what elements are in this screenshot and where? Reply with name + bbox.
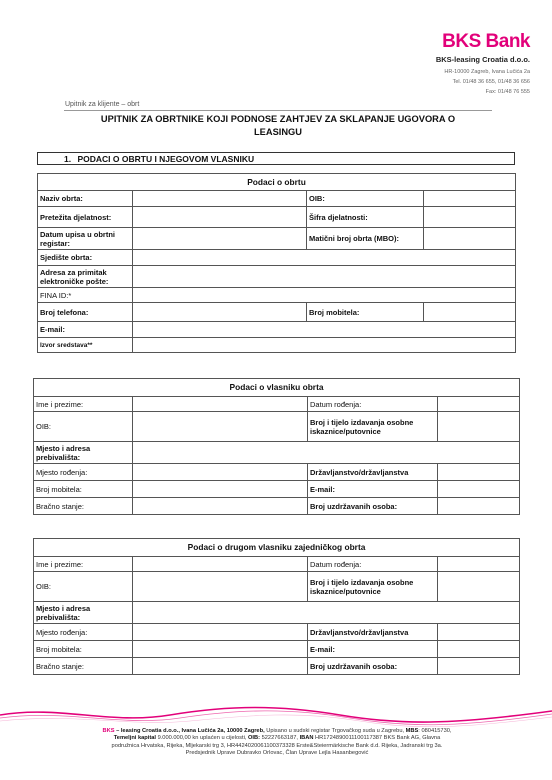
footer-wave-decoration bbox=[0, 703, 552, 727]
footer-register: Upisano u sudski registar Trgovačkog suda u Zagrebu, bbox=[266, 728, 406, 734]
label-datum-rodjenja-2: Datum rođenja: bbox=[308, 557, 438, 572]
company-fax: Fax: 01/48 76 555 bbox=[485, 89, 530, 95]
label-mjesto-rodjenja: Mjesto rođenja: bbox=[34, 464, 133, 481]
label-email-obrta: E-mail: bbox=[38, 322, 133, 338]
label-broj-telefona: Broj telefona: bbox=[38, 303, 133, 322]
footer-oib: 52227663187, bbox=[260, 735, 300, 742]
field-naziv-obrta[interactable] bbox=[133, 191, 307, 207]
divider bbox=[64, 110, 492, 111]
field-sifra-djelatnosti[interactable] bbox=[424, 207, 516, 228]
field-mjesto-adresa-prebivalista-2[interactable] bbox=[133, 602, 520, 624]
label-osobna-iskaznica-2: Broj i tijelo izdavanja osobne iskaznice/putovnice bbox=[308, 572, 438, 602]
vlasnik-table-header: Podaci o vlasniku obrta bbox=[34, 379, 520, 397]
field-email-vlasnika[interactable] bbox=[438, 481, 520, 498]
label-sjediste: Sjedište obrta: bbox=[38, 250, 133, 266]
label-sifra-djelatnosti: Šifra djelatnosti: bbox=[307, 207, 424, 228]
field-broj-mobitela[interactable] bbox=[424, 303, 516, 322]
footer-brand: BKS bbox=[102, 728, 115, 734]
label-ime-prezime-2: Ime i prezime: bbox=[34, 557, 133, 572]
field-email-obrta[interactable] bbox=[133, 322, 516, 338]
footer-oib-label: OIB: bbox=[248, 735, 261, 742]
footer-capital: 9.000.000,00 kn uplaćen u cijelosti, bbox=[155, 735, 248, 742]
drugi-vlasnik-table bbox=[33, 538, 520, 675]
bks-bank-logo: BKS Bank bbox=[442, 31, 530, 52]
label-datum-upisa: Datum upisa u obrtni registar: bbox=[38, 228, 133, 250]
label-maticni-broj: Matični broj obrta (MBO): bbox=[307, 228, 424, 250]
label-fina-id: FINA ID:* bbox=[38, 288, 133, 303]
field-drzavljanstvo[interactable] bbox=[438, 464, 520, 481]
footer-capital-label: Temeljni kapital bbox=[113, 735, 156, 742]
drugi-vlasnik-table-header: Podaci o drugom vlasniku zajedničkog obrta bbox=[34, 539, 520, 557]
document-label: Upitnik za klijente – obrt bbox=[65, 101, 140, 108]
field-bracno-stanje-2[interactable] bbox=[133, 658, 308, 675]
label-broj-mobitela-2: Broj mobitela: bbox=[34, 641, 133, 658]
field-mjesto-adresa-prebivalista[interactable] bbox=[133, 442, 520, 464]
field-datum-rodjenja[interactable] bbox=[438, 397, 520, 412]
vlasnik-table bbox=[33, 378, 520, 515]
label-drzavljanstvo: Državljanstvo/državljanstva bbox=[308, 464, 438, 481]
label-datum-rodjenja: Datum rođenja: bbox=[308, 397, 438, 412]
label-broj-mobitela-vlasnika: Broj mobitela: bbox=[34, 481, 133, 498]
label-broj-mobitela: Broj mobitela: bbox=[307, 303, 424, 322]
label-pretezita-djelatnost: Pretežita djelatnost: bbox=[38, 207, 133, 228]
label-naziv-obrta: Naziv obrta: bbox=[38, 191, 133, 207]
field-oib-obrta[interactable] bbox=[424, 191, 516, 207]
label-bracno-stanje-2: Bračno stanje: bbox=[34, 658, 133, 675]
company-tel: Tel. 01/48 36 655, 01/48 36 656 bbox=[452, 79, 530, 85]
field-ime-prezime[interactable] bbox=[133, 397, 308, 412]
obrt-table-header: Podaci o obrtu bbox=[38, 174, 516, 191]
label-email-2: E-mail: bbox=[308, 641, 438, 658]
footer-banks: podružnica Hrvatska, Rijeka, Mljekarski trg 3, HR4424020061100373328 Erste&Steiermärkische Bank d.d. Rijeka, Jadranski trg 3a. bbox=[111, 742, 443, 749]
label-bracno-stanje: Bračno stanje: bbox=[34, 498, 133, 515]
field-oib-vlasnika[interactable] bbox=[133, 412, 308, 442]
label-uzdrzavane-osobe-2: Broj uzdržavanih osoba: bbox=[308, 658, 438, 675]
field-uzdrzavane-osobe[interactable] bbox=[438, 498, 520, 515]
field-maticni-broj[interactable] bbox=[424, 228, 516, 250]
label-drzavljanstvo-2: Državljanstvo/državljanstva bbox=[308, 624, 438, 641]
label-mjesto-rodjenja-2: Mjesto rođenja: bbox=[34, 624, 133, 641]
field-drzavljanstvo-2[interactable] bbox=[438, 624, 520, 641]
field-datum-rodjenja-2[interactable] bbox=[438, 557, 520, 572]
field-adresa-elektronicke-poste[interactable] bbox=[133, 266, 516, 288]
label-adresa-elektronicke-poste: Adresa za primitak elektroničke pošte: bbox=[38, 266, 133, 288]
label-oib-vlasnika: OIB: bbox=[34, 412, 133, 442]
obrt-table bbox=[37, 173, 516, 353]
label-uzdrzavane-osobe: Broj uzdržavanih osoba: bbox=[308, 498, 438, 515]
field-ime-prezime-2[interactable] bbox=[133, 557, 308, 572]
company-address: HR-10000 Zagreb, Ivana Lučića 2a bbox=[444, 69, 530, 75]
page-title: UPITNIK ZA OBRTNIKE KOJI PODNOSE ZAHTJEV ZA SKLAPANJE UGOVORA O LEASINGU bbox=[100, 114, 456, 137]
company-name: BKS-leasing Croatia d.o.o. bbox=[435, 55, 530, 64]
label-mjesto-adresa-prebivalista: Mjesto i adresa prebivališta: bbox=[34, 442, 133, 464]
label-izvor-sredstava: Izvor sredstava** bbox=[38, 338, 133, 353]
footer-iban: HR1724890011100117387 BKS Bank AG, Glavna bbox=[313, 735, 441, 742]
field-izvor-sredstava[interactable] bbox=[133, 338, 516, 353]
footer-company-address: – leasing Croatia d.o.o., Ivana Lučića 2a, 10000 Zagreb, bbox=[114, 728, 267, 734]
field-oib-2[interactable] bbox=[133, 572, 308, 602]
label-email-vlasnika: E-mail: bbox=[308, 481, 438, 498]
footer-mbs: : 080415730, bbox=[418, 728, 452, 734]
field-mjesto-rodjenja-2[interactable] bbox=[133, 624, 308, 641]
field-osobna-iskaznica[interactable] bbox=[438, 412, 520, 442]
field-datum-upisa[interactable] bbox=[133, 228, 307, 250]
field-bracno-stanje[interactable] bbox=[133, 498, 308, 515]
label-oib-obrta: OIB: bbox=[307, 191, 424, 207]
field-broj-mobitela-2[interactable] bbox=[133, 641, 308, 658]
field-broj-mobitela-vlasnika[interactable] bbox=[133, 481, 308, 498]
label-ime-prezime: Ime i prezime: bbox=[34, 397, 133, 412]
field-email-2[interactable] bbox=[438, 641, 520, 658]
field-mjesto-rodjenja[interactable] bbox=[133, 464, 308, 481]
footer-legal-text bbox=[35, 728, 519, 758]
label-mjesto-adresa-prebivalista-2: Mjesto i adresa prebivališta: bbox=[34, 602, 133, 624]
label-oib-2: OIB: bbox=[34, 572, 133, 602]
footer-iban-label: IBAN bbox=[299, 735, 314, 742]
field-pretezita-djelatnost[interactable] bbox=[133, 207, 307, 228]
field-uzdrzavane-osobe-2[interactable] bbox=[438, 658, 520, 675]
footer-management: Predsjednik Uprave Dubravko Orlovac, Član Uprave Lejla Hasanbegović bbox=[185, 750, 369, 757]
label-osobna-iskaznica: Broj i tijelo izdavanja osobne iskaznice/putovnice bbox=[308, 412, 438, 442]
field-osobna-iskaznica-2[interactable] bbox=[438, 572, 520, 602]
footer-mbs-label: MBS bbox=[405, 728, 419, 734]
section-heading bbox=[37, 152, 515, 165]
field-sjediste[interactable] bbox=[133, 250, 516, 266]
section-title: PODACI O OBRTU I NJEGOVOM VLASNIKU bbox=[77, 154, 255, 164]
field-broj-telefona[interactable] bbox=[133, 303, 307, 322]
section-number: 1. bbox=[64, 154, 72, 164]
field-fina-id[interactable] bbox=[133, 288, 516, 303]
